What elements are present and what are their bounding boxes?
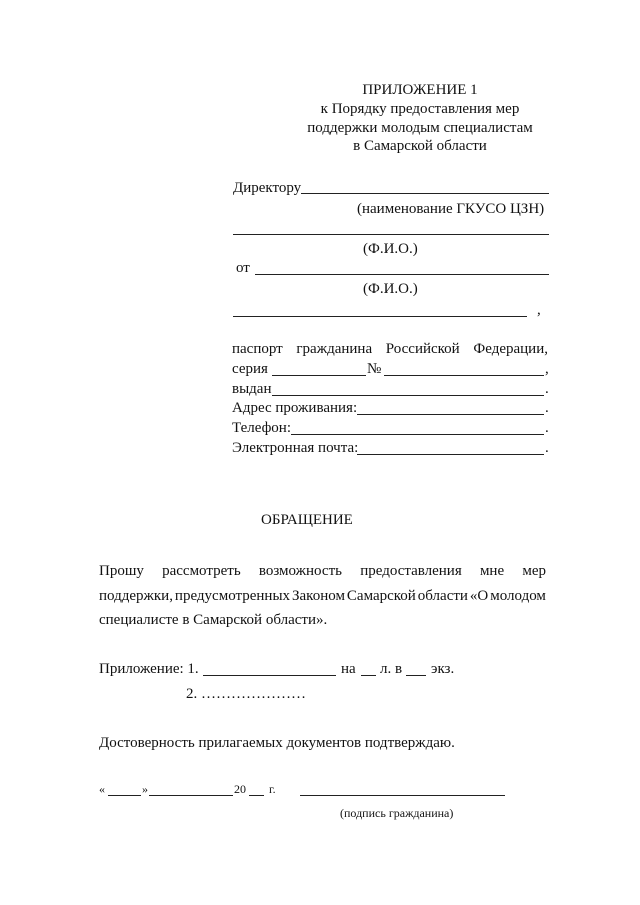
issued-period: . <box>545 381 549 397</box>
request-word: рассмотреть <box>162 563 241 579</box>
appendix-title: ПРИЛОЖЕНИЕ 1 <box>362 82 478 98</box>
request-line-3: специалисте в Самарской области». <box>99 612 328 628</box>
request-word: области <box>417 588 468 604</box>
confirmation-text: Достоверность прилагаемых документов подтверждаю. <box>99 735 455 751</box>
request-word: молодом <box>490 588 546 604</box>
issued-label: выдан <box>232 381 272 397</box>
attachment-sheets-field[interactable] <box>361 675 376 676</box>
address-field[interactable] <box>357 414 544 415</box>
request-word: мер <box>522 563 546 579</box>
request-line-2 <box>99 588 546 605</box>
date-quote-close: » <box>142 782 148 796</box>
phone-field[interactable] <box>291 434 544 435</box>
appendix-line-2: поддержки молодым специалистам <box>307 120 533 136</box>
attachment-l-v: л. в <box>380 661 403 677</box>
from-name-field-2[interactable] <box>233 316 527 317</box>
date-month-field[interactable] <box>149 795 233 796</box>
series-label: серия <box>232 361 268 377</box>
from-label: от <box>236 260 250 276</box>
date-year-suffix: г. <box>269 782 276 796</box>
attachment-copies-field[interactable] <box>406 675 426 676</box>
issued-field[interactable] <box>272 395 544 396</box>
date-quote-open: « <box>99 782 105 796</box>
signature-hint: (подпись гражданина) <box>340 806 454 820</box>
phone-period: . <box>545 420 549 436</box>
request-word: Самарской <box>346 588 416 604</box>
phone-label: Телефон: <box>232 420 291 436</box>
request-word: предоставления <box>360 563 462 579</box>
address-label: Адрес проживания: <box>232 400 358 416</box>
request-word: возможность <box>258 563 342 579</box>
date-day-field[interactable] <box>108 795 141 796</box>
request-word: мне <box>479 563 505 579</box>
attachment-ekz: экз. <box>431 661 455 677</box>
request-word: предусмотренных <box>174 588 291 604</box>
request-word: «О <box>469 588 489 604</box>
series-field[interactable] <box>272 375 366 376</box>
attachment-2: 2. ………………… <box>186 686 306 702</box>
director-name-field[interactable] <box>233 234 549 235</box>
series-comma: , <box>545 361 549 377</box>
number-label: № <box>367 361 382 377</box>
email-period: . <box>545 440 549 456</box>
passport-word: Федерации, <box>473 341 548 357</box>
from-name-field[interactable] <box>255 274 549 275</box>
email-field[interactable] <box>357 454 544 455</box>
passport-word: Российской <box>385 341 460 357</box>
fio-hint-2: (Ф.И.О.) <box>363 281 418 297</box>
director-label: Директору <box>233 180 302 196</box>
address-period: . <box>545 400 549 416</box>
document-heading: ОБРАЩЕНИЕ <box>261 512 353 528</box>
org-hint: (наименование ГКУСО ЦЗН) <box>357 201 545 217</box>
passport-line <box>232 341 548 358</box>
date-year-prefix: 20 <box>234 782 246 796</box>
appendix-line-3: в Самарской области <box>353 138 487 154</box>
number-field[interactable] <box>384 375 544 376</box>
request-line-1 <box>99 563 546 580</box>
request-word: Прошу <box>99 563 144 579</box>
attachment-1-field[interactable] <box>203 675 336 676</box>
appendix-line-1: к Порядку предоставления мер <box>320 101 520 117</box>
attachments-label: Приложение: 1. <box>99 661 199 677</box>
passport-word: паспорт <box>232 341 283 357</box>
director-org-field[interactable] <box>301 193 549 194</box>
from-comma: , <box>537 302 541 318</box>
signature-field[interactable] <box>300 795 505 796</box>
passport-word: гражданина <box>296 341 373 357</box>
request-word: Законом <box>292 588 345 604</box>
fio-hint-1: (Ф.И.О.) <box>363 241 418 257</box>
attachment-na: на <box>341 661 356 677</box>
date-year-field[interactable] <box>249 795 264 796</box>
request-word: поддержки, <box>99 588 173 604</box>
email-label: Электронная почта: <box>232 440 359 456</box>
